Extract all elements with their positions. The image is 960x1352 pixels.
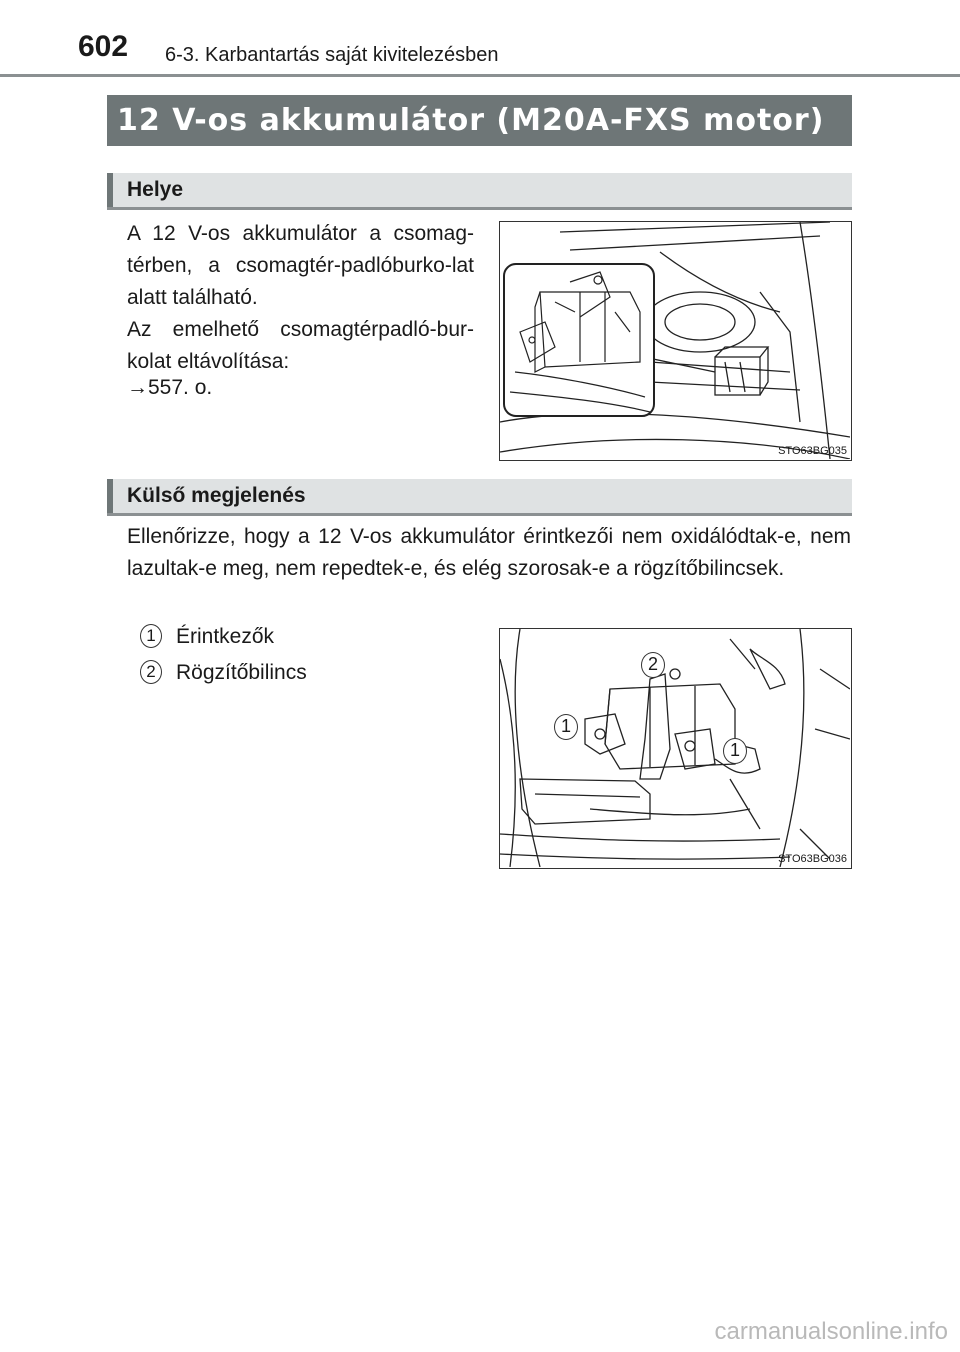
- figure-code: STO63BG036: [778, 853, 847, 865]
- page-reference: →557. o.: [127, 376, 213, 399]
- figure-battery-terminals: [499, 628, 852, 869]
- page-number: 602: [78, 30, 129, 63]
- heading-accent: [107, 173, 113, 207]
- figure-code: STO63BG035: [778, 445, 847, 457]
- inspection-paragraph: Ellenőrizze, hogy a 12 V-os akkumulátor érintkezői nem oxidálódtak-e, nem lazultak-e meg, nem repedtek-e, és elég szorosak-e a rögzítőbilincsek.: [127, 525, 851, 580]
- section-heading-location: [107, 173, 852, 210]
- location-paragraph: A 12 V-os akkumulátor a csomag-térben, a csomagtér-padlóburko-lat alatt található.: [127, 222, 474, 309]
- item-label: Érintkezők: [176, 625, 275, 648]
- running-head: 6-3. Karbantartás saját kivitelezésben: [165, 44, 499, 66]
- section-heading-label: Külső megjelenés: [127, 484, 306, 507]
- item-number-badge: 1: [140, 624, 162, 648]
- callout-number: 2: [641, 652, 665, 678]
- callout-number: 1: [723, 738, 747, 764]
- item-number-badge: 2: [140, 660, 162, 684]
- section-heading-label: Helye: [127, 178, 184, 201]
- page-title: 12 V-os akkumulátor (M20A-FXS motor): [107, 95, 852, 146]
- callout-number: 1: [554, 714, 578, 740]
- battery-terminals-illustration: [500, 629, 850, 867]
- battery-location-illustration: [500, 222, 850, 459]
- trunk-floor-paragraph: Az emelhető csomagtérpadló-bur-kolat eltávolítása:: [127, 318, 474, 373]
- item-label: Rögzítőbilincs: [176, 661, 307, 684]
- heading-accent: [107, 479, 113, 513]
- footer-watermark[interactable]: carmanualsonline.info: [714, 1318, 948, 1345]
- section-heading-appearance: [107, 479, 852, 516]
- figure-battery-location: [499, 221, 852, 461]
- header-rule: [0, 74, 960, 77]
